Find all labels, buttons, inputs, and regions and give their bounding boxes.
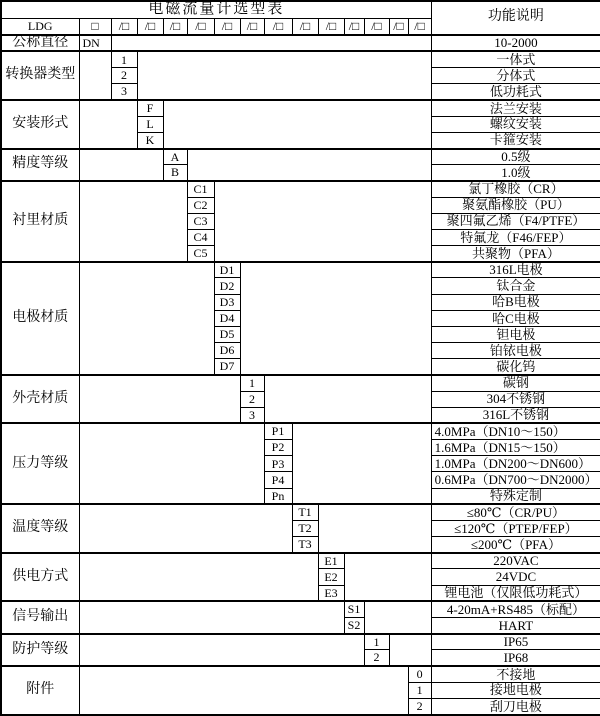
desc-cell: 锂电池（仅限低功耗式） xyxy=(431,585,600,601)
desc-cell: 低功耗式 xyxy=(431,84,600,100)
category-label: 温度等级 xyxy=(1,504,79,553)
desc-cell: 碳钢 xyxy=(431,375,600,391)
model-slot: /□ xyxy=(187,18,214,34)
desc-cell: ≤80℃（CR/PU） xyxy=(431,504,600,520)
desc-cell: ≤200℃（PFA） xyxy=(431,537,600,553)
category-label: 供电方式 xyxy=(1,553,79,602)
code-cell: 2 xyxy=(240,391,264,407)
code-cell: E2 xyxy=(318,569,344,585)
desc-cell: 聚氨酯橡胶（PU） xyxy=(431,197,600,213)
desc-cell: 1.6MPa（DN15～150） xyxy=(431,440,600,456)
code-cell: 1 xyxy=(240,375,264,391)
desc-cell: 法兰安装 xyxy=(431,100,600,116)
code-cell: P1 xyxy=(264,423,292,439)
blank-cell xyxy=(79,51,111,100)
code-cell: T1 xyxy=(292,504,318,520)
code-cell: D1 xyxy=(214,262,240,278)
code-cell: Pn xyxy=(264,488,292,504)
desc-cell: 4-20mA+RS485（标配） xyxy=(431,601,600,617)
blank-cell xyxy=(187,149,431,181)
desc-cell: 铂铱电极 xyxy=(431,343,600,359)
function-desc-header: 功能说明 xyxy=(431,1,600,35)
desc-cell: 钛合金 xyxy=(431,278,600,294)
blank-cell xyxy=(79,375,240,424)
category-label: 安装形式 xyxy=(1,100,79,149)
blank-cell xyxy=(364,601,431,633)
code-cell: DN xyxy=(79,35,111,52)
desc-cell: ≤120℃（PTEP/FEP） xyxy=(431,520,600,536)
code-cell: D6 xyxy=(214,343,240,359)
model-slot: /□ xyxy=(318,18,344,34)
blank-cell xyxy=(137,51,431,100)
desc-cell: 316L电极 xyxy=(431,262,600,278)
desc-cell: IP65 xyxy=(431,634,600,650)
blank-cell xyxy=(79,423,264,504)
desc-cell: 卡箍安装 xyxy=(431,132,600,148)
blank-cell xyxy=(79,666,408,715)
model-slot: /□ xyxy=(214,18,240,34)
code-cell: D2 xyxy=(214,278,240,294)
code-cell: A xyxy=(163,149,187,165)
category-label: 衬里材质 xyxy=(1,181,79,262)
desc-cell: 一体式 xyxy=(431,51,600,67)
code-cell: C2 xyxy=(187,197,214,213)
blank-cell xyxy=(163,100,431,149)
blank-cell xyxy=(79,553,318,602)
desc-cell: 1.0级 xyxy=(431,165,600,181)
code-cell: 1 xyxy=(364,634,389,650)
code-cell: 1 xyxy=(111,51,137,67)
blank-cell xyxy=(292,423,431,504)
model-slot: /□ xyxy=(111,18,137,34)
desc-cell: 4.0MPa（DN10～150） xyxy=(431,423,600,439)
category-label: 压力等级 xyxy=(1,423,79,504)
category-label: 外壳材质 xyxy=(1,375,79,424)
category-label: 附件 xyxy=(1,666,79,715)
model-slot: /□ xyxy=(240,18,264,34)
desc-cell: 316L不锈钢 xyxy=(431,407,600,423)
code-cell: D7 xyxy=(214,359,240,375)
code-cell: 2 xyxy=(364,650,389,666)
code-cell: D3 xyxy=(214,294,240,310)
desc-cell: IP68 xyxy=(431,650,600,666)
code-cell: 1 xyxy=(408,682,431,698)
desc-cell: 刮刀电极 xyxy=(431,698,600,715)
desc-cell: 特氟龙（F46/FEP） xyxy=(431,229,600,245)
desc-cell: 10-2000 xyxy=(431,35,600,52)
category-label: 精度等级 xyxy=(1,149,79,181)
model-slot: /□ xyxy=(137,18,163,34)
blank-cell xyxy=(79,181,187,262)
desc-cell: 0.5级 xyxy=(431,149,600,165)
code-cell: 2 xyxy=(111,68,137,84)
blank-cell xyxy=(240,262,431,375)
code-cell: F xyxy=(137,100,163,116)
category-label: 公称直径 xyxy=(1,35,79,52)
desc-cell: 螺纹安装 xyxy=(431,116,600,132)
model-slot: /□ xyxy=(292,18,318,34)
code-cell: B xyxy=(163,165,187,181)
code-cell: C1 xyxy=(187,181,214,197)
code-cell: C5 xyxy=(187,246,214,262)
blank-cell xyxy=(318,504,431,553)
code-cell: S1 xyxy=(344,601,364,617)
blank-cell xyxy=(79,100,137,149)
desc-cell: 24VDC xyxy=(431,569,600,585)
desc-cell: 分体式 xyxy=(431,68,600,84)
blank-cell xyxy=(79,262,214,375)
desc-cell: 1.0MPa（DN200～DN600） xyxy=(431,456,600,472)
model-slot: /□ xyxy=(264,18,292,34)
code-cell: D5 xyxy=(214,326,240,342)
table-title: 电磁流量计选型表 xyxy=(1,1,431,18)
category-label: 转换器类型 xyxy=(1,51,79,100)
desc-cell: 0.6MPa（DN700～DN2000） xyxy=(431,472,600,488)
code-cell: P4 xyxy=(264,472,292,488)
blank-cell xyxy=(344,553,431,602)
code-cell: 3 xyxy=(111,84,137,100)
code-cell: C4 xyxy=(187,229,214,245)
blank-cell xyxy=(79,504,292,553)
desc-cell: 聚四氟乙烯（F4/PTFE） xyxy=(431,213,600,229)
model-box: □ xyxy=(79,18,111,34)
desc-cell: 碳化钨 xyxy=(431,359,600,375)
desc-cell: 304不锈钢 xyxy=(431,391,600,407)
code-cell: T2 xyxy=(292,520,318,536)
desc-cell: 钽电极 xyxy=(431,326,600,342)
code-cell: K xyxy=(137,132,163,148)
model-slot: /□ xyxy=(389,18,408,34)
blank-cell xyxy=(79,634,364,666)
code-cell: S2 xyxy=(344,618,364,634)
code-cell: 3 xyxy=(240,407,264,423)
model-slot: /□ xyxy=(408,18,431,34)
code-cell: P3 xyxy=(264,456,292,472)
blank-cell xyxy=(79,149,163,181)
blank-cell xyxy=(214,181,431,262)
blank-cell xyxy=(111,35,431,52)
code-cell: C3 xyxy=(187,213,214,229)
desc-cell: 特殊定制 xyxy=(431,488,600,504)
model-prefix: LDG xyxy=(1,18,79,34)
desc-cell: 共聚物（PFA） xyxy=(431,246,600,262)
code-cell: D4 xyxy=(214,310,240,326)
model-slot: /□ xyxy=(364,18,389,34)
category-label: 电极材质 xyxy=(1,262,79,375)
category-label: 防护等级 xyxy=(1,634,79,666)
code-cell: P2 xyxy=(264,440,292,456)
blank-cell xyxy=(389,634,431,666)
desc-cell: 哈B电极 xyxy=(431,294,600,310)
desc-cell: 接地电极 xyxy=(431,682,600,698)
code-cell: L xyxy=(137,116,163,132)
category-label: 信号输出 xyxy=(1,601,79,633)
desc-cell: 氯丁橡胶（CR） xyxy=(431,181,600,197)
model-slot: /□ xyxy=(344,18,364,34)
code-cell: E1 xyxy=(318,553,344,569)
code-cell: T3 xyxy=(292,537,318,553)
blank-cell xyxy=(264,375,431,424)
desc-cell: 不接地 xyxy=(431,666,600,682)
desc-cell: HART xyxy=(431,618,600,634)
code-cell: 2 xyxy=(408,698,431,715)
code-cell: E3 xyxy=(318,585,344,601)
blank-cell xyxy=(79,601,344,633)
model-slot: /□ xyxy=(163,18,187,34)
code-cell: 0 xyxy=(408,666,431,682)
desc-cell: 哈C电极 xyxy=(431,310,600,326)
desc-cell: 220VAC xyxy=(431,553,600,569)
